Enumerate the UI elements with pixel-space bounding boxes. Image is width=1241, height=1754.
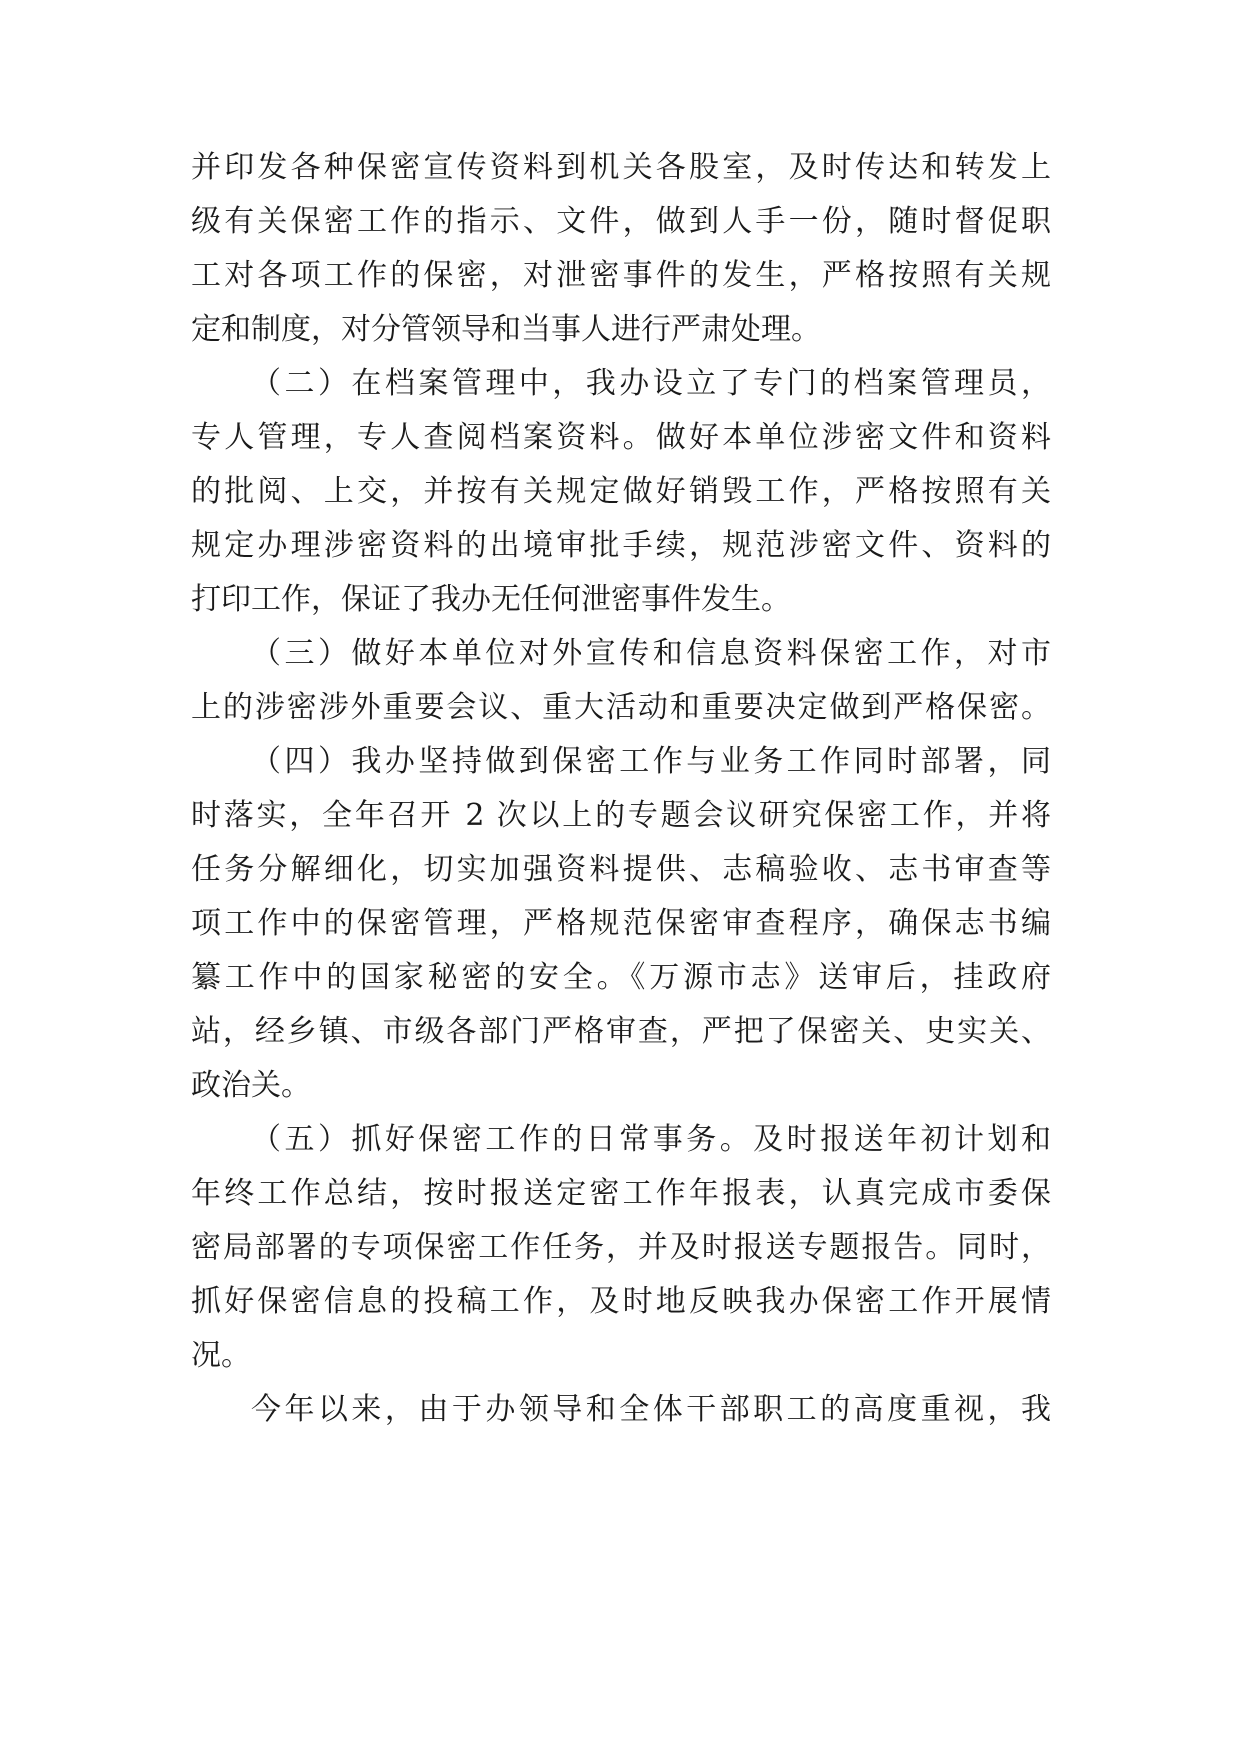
paragraph-start-line: 今年以来，由于办领导和全体干部职工的高度重视，我 <box>251 1392 1051 1427</box>
text-line: 年终工作总结，按时报送定密工作年报表，认真完成市委保 <box>191 1176 1051 1211</box>
text-line: 上的涉密涉外重要会议、重大活动和重要决定做到严格保密。 <box>191 690 1051 725</box>
text-line: 项工作中的保密管理，严格规范保密审查程序，确保志书编 <box>191 906 1051 941</box>
text-line: 任务分解细化，切实加强资料提供、志稿验收、志书审查等 <box>191 852 1051 887</box>
text-line: 规定办理涉密资料的出境审批手续，规范涉密文件、资料的 <box>191 528 1051 563</box>
text-line: 站，经乡镇、市级各部门严格审查，严把了保密关、史实关、 <box>191 1014 1051 1049</box>
paragraph-start-line: （三）做好本单位对外宣传和信息资料保密工作，对市 <box>251 636 1051 671</box>
paragraph-start-line: （五）抓好保密工作的日常事务。及时报送年初计划和 <box>251 1122 1051 1157</box>
text-line: 况。 <box>191 1338 251 1373</box>
text-line: 的批阅、上交，并按有关规定做好销毁工作，严格按照有关 <box>191 474 1051 509</box>
text-line: 定和制度，对分管领导和当事人进行严肃处理。 <box>191 312 821 347</box>
text-line: 政治关。 <box>191 1068 311 1103</box>
text-line: 抓好保密信息的投稿工作，及时地反映我办保密工作开展情 <box>191 1284 1051 1319</box>
text-line: 密局部署的专项保密工作任务，并及时报送专题报告。同时， <box>191 1230 1051 1265</box>
text-line: 并印发各种保密宣传资料到机关各股室，及时传达和转发上 <box>191 150 1051 185</box>
paragraph-start-line: （二）在档案管理中，我办设立了专门的档案管理员， <box>251 366 1051 401</box>
text-line: 纂工作中的国家秘密的安全。《万源市志》送审后，挂政府 <box>191 960 1051 995</box>
text-line: 专人管理，专人查阅档案资料。做好本单位涉密文件和资料 <box>191 420 1051 455</box>
text-line: 级有关保密工作的指示、文件，做到人手一份，随时督促职 <box>191 204 1051 239</box>
text-line: 工对各项工作的保密，对泄密事件的发生，严格按照有关规 <box>191 258 1051 293</box>
text-line: 时落实，全年召开 2 次以上的专题会议研究保密工作，并将 <box>191 798 1051 833</box>
text-line: 打印工作，保证了我办无任何泄密事件发生。 <box>191 582 791 617</box>
paragraph-start-line: （四）我办坚持做到保密工作与业务工作同时部署，同 <box>251 744 1051 779</box>
